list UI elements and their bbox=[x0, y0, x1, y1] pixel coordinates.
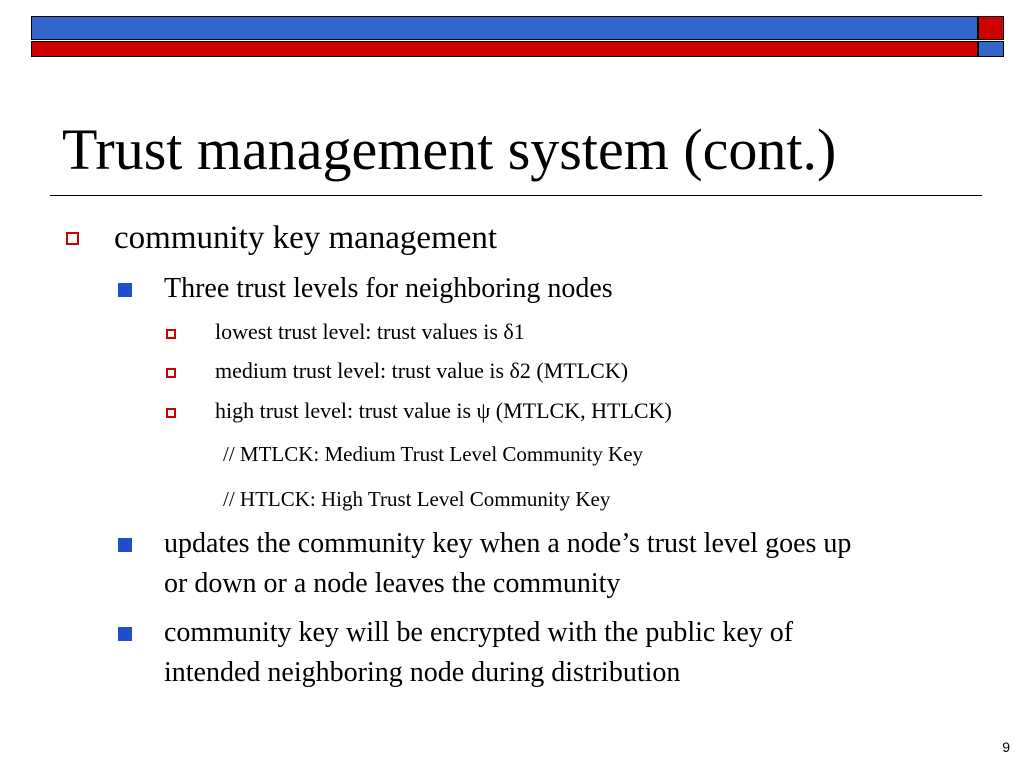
hollow-small-bullet-icon bbox=[166, 408, 176, 418]
solid-square-bullet-icon bbox=[118, 283, 132, 297]
header-bar-red bbox=[31, 41, 978, 57]
outline-level3-item: lowest trust level: trust values is δ1 bbox=[215, 319, 525, 344]
hollow-small-bullet-icon bbox=[166, 329, 176, 339]
outline-level3-item: high trust level: trust value is ψ (MTLCK, HTLCK) bbox=[215, 398, 672, 423]
header-square-blue bbox=[978, 41, 1004, 57]
page-number: 9 bbox=[1002, 739, 1010, 755]
note-line: // MTLCK: Medium Trust Level Community Key bbox=[223, 442, 644, 466]
hollow-square-bullet-icon bbox=[66, 232, 79, 245]
hollow-small-bullet-icon bbox=[166, 368, 176, 378]
outline-level1-item: community key management bbox=[114, 220, 498, 256]
outline-level2-item: Three trust levels for neighboring nodes bbox=[164, 273, 613, 304]
title-divider bbox=[50, 195, 982, 196]
slide-title: Trust management system (cont.) bbox=[62, 117, 837, 182]
outline-level2-continuation: intended neighboring node during distribution bbox=[164, 657, 681, 688]
header-bar-blue bbox=[31, 16, 978, 40]
outline-level3-item: medium trust level: trust value is δ2 (MTLCK) bbox=[215, 358, 629, 383]
outline-level2-item: community key will be encrypted with the public key of bbox=[164, 617, 794, 648]
outline-level2-continuation: or down or a node leaves the community bbox=[164, 568, 621, 599]
solid-square-bullet-icon bbox=[118, 627, 132, 641]
note-line: // HTLCK: High Trust Level Community Key bbox=[223, 487, 611, 511]
solid-square-bullet-icon bbox=[118, 538, 132, 552]
header-square-red bbox=[978, 16, 1004, 40]
outline-level2-item: updates the community key when a node’s trust level goes up bbox=[164, 528, 852, 559]
